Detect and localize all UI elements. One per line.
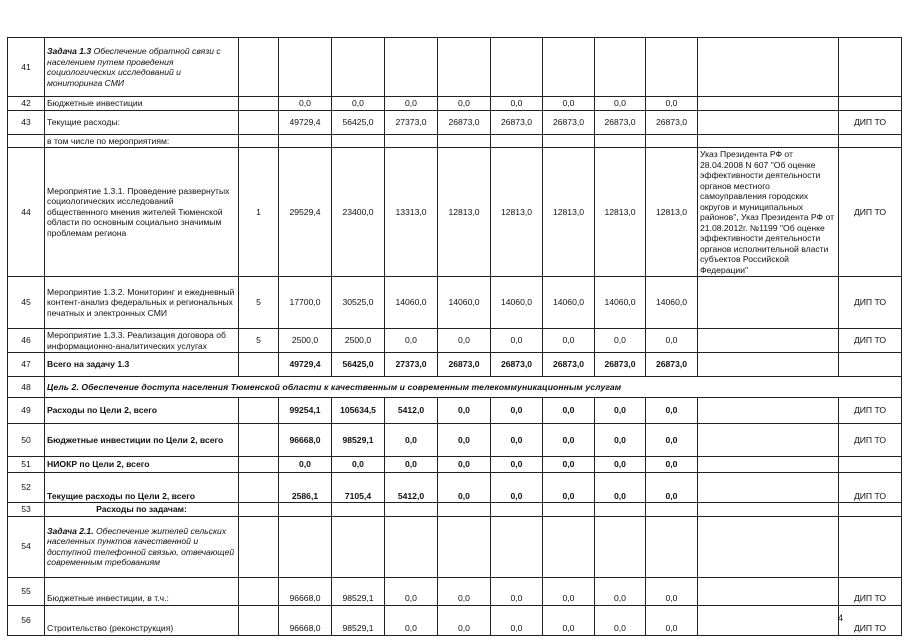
row-number: [8, 134, 45, 148]
table-row: [8, 277, 902, 329]
value-cell: [438, 134, 491, 148]
indicator-code: [239, 424, 279, 457]
task-title: Задача 1.3: [47, 46, 92, 56]
responsible-body: ДИП ТО: [839, 148, 902, 277]
value-cell: 0,0: [543, 424, 595, 457]
value-cell: 99254,1: [279, 398, 332, 424]
empty-cell: [332, 503, 385, 517]
value-cell: 14060,0: [543, 277, 595, 329]
empty-cell: [646, 38, 698, 97]
legal-basis: [698, 577, 839, 605]
value-cell: 0,0: [385, 577, 438, 605]
empty-cell: [543, 38, 595, 97]
row-number: 50: [8, 424, 45, 457]
value-cell: 0,0: [595, 329, 646, 353]
responsible-body: ДИП ТО: [839, 424, 902, 457]
table-row: [8, 377, 902, 398]
row-label: Строительство (реконструкция): [45, 605, 239, 635]
value-cell: 0,0: [646, 473, 698, 503]
value-cell: 0,0: [438, 577, 491, 605]
value-cell: 0,0: [595, 97, 646, 111]
empty-cell: [385, 516, 438, 577]
value-cell: 14060,0: [595, 277, 646, 329]
responsible-body: [839, 353, 902, 377]
value-cell: 0,0: [646, 398, 698, 424]
value-cell: 0,0: [543, 398, 595, 424]
indicator-code: [239, 473, 279, 503]
row-number: 55: [8, 577, 45, 605]
value-cell: 0,0: [332, 457, 385, 473]
value-cell: 7105,4: [332, 473, 385, 503]
row-number: 41: [8, 38, 45, 97]
program-table: [7, 37, 902, 636]
value-cell: 98529,1: [332, 424, 385, 457]
table-row: [8, 38, 902, 97]
value-cell: 12813,0: [646, 148, 698, 277]
value-cell: 0,0: [385, 97, 438, 111]
empty-cell: [839, 38, 902, 97]
value-cell: 26873,0: [543, 353, 595, 377]
indicator-code: [239, 398, 279, 424]
task-cell: [45, 516, 239, 577]
value-cell: 0,0: [491, 577, 543, 605]
empty-cell: [646, 516, 698, 577]
value-cell: 2586,1: [279, 473, 332, 503]
row-number: 44: [8, 148, 45, 277]
value-cell: 56425,0: [332, 110, 385, 134]
value-cell: 0,0: [279, 97, 332, 111]
value-cell: 0,0: [438, 424, 491, 457]
table-row: [8, 516, 902, 577]
empty-cell: [385, 503, 438, 517]
value-cell: 98529,1: [332, 577, 385, 605]
value-cell: 96668,0: [279, 424, 332, 457]
empty-cell: [279, 516, 332, 577]
row-label: Бюджетные инвестиции по Цели 2, всего: [45, 424, 239, 457]
table-row: [8, 148, 902, 277]
row-number: 53: [8, 503, 45, 517]
value-cell: 26873,0: [595, 110, 646, 134]
responsible-body: ДИП ТО: [839, 473, 902, 503]
table-row: [8, 577, 902, 605]
value-cell: 5412,0: [385, 398, 438, 424]
value-cell: 96668,0: [279, 577, 332, 605]
responsible-body: ДИП ТО: [839, 110, 902, 134]
row-label: Мероприятие 1.3.3. Реализация договора об информационно-аналитических услугах: [45, 329, 239, 353]
value-cell: 0,0: [595, 577, 646, 605]
indicator-code: [239, 605, 279, 635]
task-title: Задача 2.1.: [47, 525, 94, 536]
value-cell: [279, 134, 332, 148]
responsible-body: [839, 134, 902, 148]
value-cell: 96668,0: [279, 605, 332, 635]
value-cell: 0,0: [491, 97, 543, 111]
indicator-code: [239, 110, 279, 134]
empty-cell: [839, 516, 902, 577]
value-cell: 0,0: [438, 473, 491, 503]
value-cell: [595, 134, 646, 148]
value-cell: 17700,0: [279, 277, 332, 329]
row-number: 47: [8, 353, 45, 377]
value-cell: 0,0: [543, 329, 595, 353]
value-cell: 0,0: [491, 473, 543, 503]
value-cell: 0,0: [595, 398, 646, 424]
row-label: Расходы по Цели 2, всего: [45, 398, 239, 424]
empty-cell: [698, 503, 839, 517]
empty-cell: [279, 38, 332, 97]
empty-cell: [698, 38, 839, 97]
value-cell: 105634,5: [332, 398, 385, 424]
indicator-code: [239, 353, 279, 377]
value-cell: 49729,4: [279, 353, 332, 377]
value-cell: 0,0: [491, 457, 543, 473]
value-cell: 14060,0: [491, 277, 543, 329]
value-cell: 2500,0: [332, 329, 385, 353]
responsible-body: ДИП ТО: [839, 605, 902, 635]
table-row: [8, 605, 902, 635]
table-row: [8, 110, 902, 134]
legal-basis: [698, 97, 839, 111]
value-cell: 0,0: [595, 457, 646, 473]
legal-basis: [698, 473, 839, 503]
table-row: [8, 457, 902, 473]
indicator-code: 1: [239, 148, 279, 277]
value-cell: 0,0: [491, 605, 543, 635]
value-cell: 0,0: [543, 473, 595, 503]
value-cell: 0,0: [438, 457, 491, 473]
section-subheader: Расходы по задачам:: [45, 503, 239, 517]
value-cell: 0,0: [385, 457, 438, 473]
legal-basis: Указ Президента РФ от 28.04.2008 N 607 "Об оценке эффективности деятельности органов местного самоуправления городских округов и муниципальных районов", Указ Президента РФ от 21.08.2012г. №1199 "Об оценке эффективности деятельности органов исполнительной власти субъектов Российской Федерации": [698, 148, 839, 277]
empty-cell: [385, 38, 438, 97]
value-cell: 27373,0: [385, 110, 438, 134]
row-number: 49: [8, 398, 45, 424]
row-label: Бюджетные инвестиции, в т.ч.:: [45, 577, 239, 605]
value-cell: 12813,0: [438, 148, 491, 277]
value-cell: [491, 134, 543, 148]
row-label: Мероприятие 1.3.1. Проведение развернутых социологических исследований общественного мнения жителей Тюменской области по основным социально значимым проблемам региона: [45, 148, 239, 277]
row-number: 51: [8, 457, 45, 473]
value-cell: 5412,0: [385, 473, 438, 503]
value-cell: 0,0: [543, 605, 595, 635]
task-cell: [45, 38, 239, 97]
value-cell: 98529,1: [332, 605, 385, 635]
value-cell: 26873,0: [491, 110, 543, 134]
table-row: [8, 353, 902, 377]
row-number: 46: [8, 329, 45, 353]
row-number: 52: [8, 473, 45, 503]
row-label: Бюджетные инвестиции: [45, 97, 239, 111]
value-cell: 26873,0: [438, 110, 491, 134]
table-row: [8, 134, 902, 148]
row-number: 54: [8, 516, 45, 577]
responsible-body: ДИП ТО: [839, 398, 902, 424]
value-cell: 0,0: [646, 605, 698, 635]
value-cell: 49729,4: [279, 110, 332, 134]
value-cell: 26873,0: [543, 110, 595, 134]
row-number: 42: [8, 97, 45, 111]
legal-basis: [698, 353, 839, 377]
empty-cell: [239, 516, 279, 577]
legal-basis: [698, 424, 839, 457]
value-cell: 0,0: [491, 398, 543, 424]
value-cell: 0,0: [543, 577, 595, 605]
empty-cell: [595, 503, 646, 517]
value-cell: 0,0: [279, 457, 332, 473]
indicator-code: [239, 457, 279, 473]
empty-cell: [438, 38, 491, 97]
responsible-body: [839, 457, 902, 473]
legal-basis: [698, 398, 839, 424]
value-cell: 0,0: [438, 97, 491, 111]
value-cell: 12813,0: [543, 148, 595, 277]
value-cell: 0,0: [438, 329, 491, 353]
empty-cell: [839, 503, 902, 517]
value-cell: 30525,0: [332, 277, 385, 329]
value-cell: 0,0: [595, 605, 646, 635]
value-cell: [543, 134, 595, 148]
value-cell: 0,0: [385, 424, 438, 457]
table-row: [8, 398, 902, 424]
value-cell: 26873,0: [595, 353, 646, 377]
empty-cell: [491, 503, 543, 517]
row-label: в том числе по мероприятиям:: [45, 134, 239, 148]
row-label: Текущие расходы по Цели 2, всего: [45, 473, 239, 503]
row-number: 43: [8, 110, 45, 134]
value-cell: 0,0: [595, 473, 646, 503]
indicator-code: [239, 97, 279, 111]
value-cell: 0,0: [332, 97, 385, 111]
legal-basis: [698, 277, 839, 329]
value-cell: 26873,0: [491, 353, 543, 377]
value-cell: 0,0: [438, 398, 491, 424]
row-number: 45: [8, 277, 45, 329]
value-cell: [332, 134, 385, 148]
row-label: Всего на задачу 1.3: [45, 353, 239, 377]
responsible-body: [839, 97, 902, 111]
empty-cell: [595, 516, 646, 577]
value-cell: 0,0: [385, 329, 438, 353]
row-number: 48: [8, 377, 45, 398]
empty-cell: [491, 516, 543, 577]
empty-cell: [543, 516, 595, 577]
value-cell: 14060,0: [385, 277, 438, 329]
value-cell: 13313,0: [385, 148, 438, 277]
value-cell: 0,0: [385, 605, 438, 635]
table-row: [8, 473, 902, 503]
legal-basis: [698, 134, 839, 148]
value-cell: 26873,0: [646, 110, 698, 134]
empty-cell: [279, 503, 332, 517]
empty-cell: [543, 503, 595, 517]
page-number: 4: [838, 613, 844, 623]
indicator-code: 5: [239, 277, 279, 329]
value-cell: 12813,0: [595, 148, 646, 277]
value-cell: 0,0: [646, 457, 698, 473]
indicator-code: [239, 134, 279, 148]
table-row: [8, 329, 902, 353]
value-cell: 0,0: [646, 329, 698, 353]
value-cell: 12813,0: [491, 148, 543, 277]
value-cell: 0,0: [646, 424, 698, 457]
value-cell: 0,0: [491, 424, 543, 457]
row-number: 56: [8, 605, 45, 635]
table-row: [8, 97, 902, 111]
task-description: Обеспечение обратной связи с населением путем проведения социологических исследований и мониторинга СМИ: [47, 46, 221, 88]
row-label: Текущие расходы:: [45, 110, 239, 134]
value-cell: 26873,0: [646, 353, 698, 377]
value-cell: 29529,4: [279, 148, 332, 277]
responsible-body: ДИП ТО: [839, 577, 902, 605]
value-cell: 14060,0: [646, 277, 698, 329]
value-cell: 0,0: [595, 424, 646, 457]
empty-cell: [491, 38, 543, 97]
value-cell: 56425,0: [332, 353, 385, 377]
legal-basis: [698, 605, 839, 635]
goal-title: Цель 2. Обеспечение доступа населения Тюменской области к качественным и современным телекоммуникационным услугам: [45, 377, 902, 398]
value-cell: 0,0: [646, 577, 698, 605]
value-cell: 0,0: [646, 97, 698, 111]
empty-cell: [332, 38, 385, 97]
empty-cell: [239, 38, 279, 97]
legal-basis: [698, 110, 839, 134]
empty-cell: [698, 516, 839, 577]
value-cell: 0,0: [491, 329, 543, 353]
empty-cell: [646, 503, 698, 517]
legal-basis: [698, 329, 839, 353]
legal-basis: [698, 457, 839, 473]
value-cell: 2500,0: [279, 329, 332, 353]
responsible-body: ДИП ТО: [839, 277, 902, 329]
row-label: Мероприятие 1.3.2. Мониторинг и ежедневный контент-анализ федеральных и региональных печатных и электронных СМИ: [45, 277, 239, 329]
empty-cell: [438, 503, 491, 517]
value-cell: 0,0: [543, 97, 595, 111]
table-row: [8, 503, 902, 517]
indicator-code: 5: [239, 329, 279, 353]
empty-cell: [239, 503, 279, 517]
value-cell: [385, 134, 438, 148]
value-cell: 14060,0: [438, 277, 491, 329]
empty-cell: [438, 516, 491, 577]
value-cell: 27373,0: [385, 353, 438, 377]
value-cell: [646, 134, 698, 148]
value-cell: 23400,0: [332, 148, 385, 277]
row-label: НИОКР по Цели 2, всего: [45, 457, 239, 473]
value-cell: 0,0: [543, 457, 595, 473]
empty-cell: [595, 38, 646, 97]
value-cell: 0,0: [438, 605, 491, 635]
table-row: [8, 424, 902, 457]
indicator-code: [239, 577, 279, 605]
value-cell: 26873,0: [438, 353, 491, 377]
responsible-body: ДИП ТО: [839, 329, 902, 353]
task-description: Обеспечение жителей сельских населенных пунктов качественной и доступной телефонной связью, отвечающей современным требованиям: [47, 525, 235, 567]
empty-cell: [332, 516, 385, 577]
